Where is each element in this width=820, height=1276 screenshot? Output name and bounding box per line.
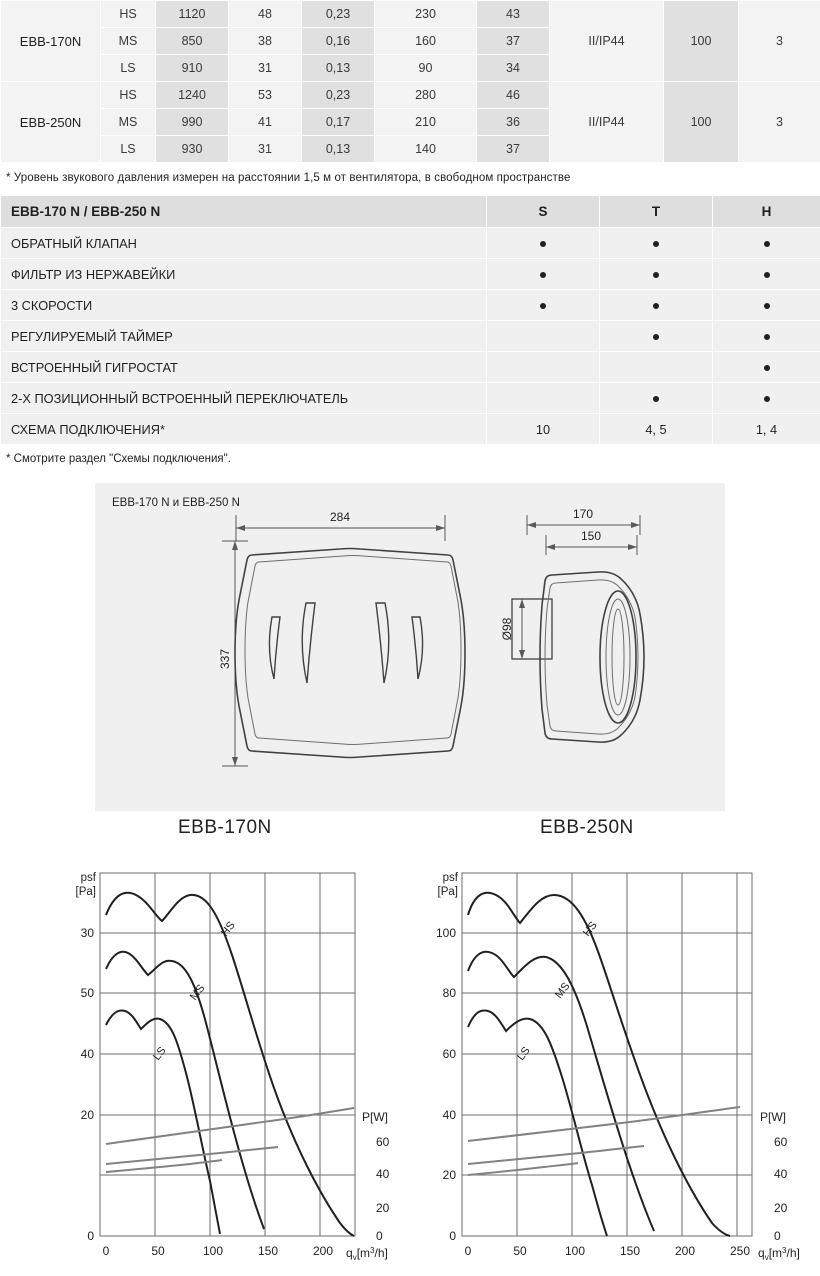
- p-tick: 20: [774, 1201, 788, 1215]
- table-row: [1, 259, 820, 290]
- bullet-dot: [764, 334, 770, 340]
- x-tick: 100: [564, 1244, 586, 1258]
- feature-mark-h: [713, 321, 820, 352]
- cell-noise: 37: [477, 136, 550, 163]
- x-tick: 200: [674, 1244, 696, 1258]
- cell-airflow: 990: [156, 109, 229, 136]
- curve-label-ls: LS: [150, 1044, 169, 1063]
- y-tick: 40: [80, 1047, 94, 1061]
- features-col-s: S: [487, 196, 600, 228]
- feature-label: ОБРАТНЫЙ КЛАПАН: [1, 228, 487, 259]
- bullet-dot: [540, 241, 546, 247]
- cell-noise: 43: [477, 1, 550, 28]
- bullet-dot: [764, 272, 770, 278]
- bullet-dot: [653, 396, 659, 402]
- performance-charts: [0, 851, 820, 1271]
- features-col-t: T: [600, 196, 713, 228]
- x-tick: 150: [619, 1244, 641, 1258]
- cell-airflow: 1120: [156, 1, 229, 28]
- dim-depth-outer-label: 170: [572, 507, 594, 521]
- feature-mark-h: [713, 228, 820, 259]
- bullet-dot: [764, 303, 770, 309]
- chart-title-right: EBB-250N: [540, 817, 634, 838]
- cell-noise: 36: [477, 109, 550, 136]
- p-tick: 40: [376, 1167, 390, 1181]
- x-tick: 0: [102, 1244, 110, 1258]
- feature-label: ВСТРОЕННЫЙ ГИГРОСТАТ: [1, 352, 487, 383]
- cell-power: 53: [229, 82, 302, 109]
- y-tick: 30: [80, 926, 94, 940]
- y-tick: 20: [442, 1168, 456, 1182]
- cell-speed: LS: [101, 136, 156, 163]
- y-tick: 20: [80, 1108, 94, 1122]
- cell-model: EBB-250N: [1, 82, 101, 163]
- cell-rpm: 90: [375, 55, 477, 82]
- feature-mark-t: [600, 228, 713, 259]
- feature-mark-h: [713, 352, 820, 383]
- feature-mark-h: [713, 383, 820, 414]
- cell-power: 31: [229, 136, 302, 163]
- cell-current: 0,23: [302, 82, 375, 109]
- chart-ebb-170n: [10, 851, 410, 1271]
- x-tick: 200: [312, 1244, 334, 1258]
- curve-label-hs: HS: [580, 919, 600, 939]
- feature-value-h: 1, 4: [713, 414, 820, 445]
- cell-protection: II/IP44: [550, 1, 664, 82]
- feature-mark-t: [600, 383, 713, 414]
- feature-label: ФИЛЬТР ИЗ НЕРЖАВЕЙКИ: [1, 259, 487, 290]
- cell-rpm: 280: [375, 82, 477, 109]
- cell-airflow: 930: [156, 136, 229, 163]
- cell-speed: MS: [101, 109, 156, 136]
- cell-phase: 3: [739, 82, 820, 163]
- y-axis-unit: [Pa]: [437, 886, 458, 898]
- y-tick: 0: [449, 1229, 456, 1243]
- cell-power: 41: [229, 109, 302, 136]
- bullet-dot: [764, 365, 770, 371]
- cell-speed: HS: [101, 1, 156, 28]
- cell-current: 0,13: [302, 55, 375, 82]
- feature-mark-s: [487, 352, 600, 383]
- table-row: [1, 321, 820, 352]
- chart-titles: [0, 811, 820, 851]
- features-col-h: H: [713, 196, 820, 228]
- bullet-dot: [653, 272, 659, 278]
- cell-current: 0,16: [302, 28, 375, 55]
- cell-phase: 3: [739, 1, 820, 82]
- feature-label: 2-Х ПОЗИЦИОННЫЙ ВСТРОЕННЫЙ ПЕРЕКЛЮЧАТЕЛЬ: [1, 383, 487, 414]
- y-tick: 0: [87, 1229, 94, 1243]
- y-axis-unit: [Pa]: [75, 886, 96, 898]
- p-tick: 60: [376, 1135, 390, 1149]
- feature-mark-s: [487, 228, 600, 259]
- x-tick: 50: [151, 1244, 165, 1258]
- x-axis-title: $q_v[m^3/h]$: [346, 1246, 388, 1262]
- cell-rpm: 210: [375, 109, 477, 136]
- feature-mark-t: [600, 290, 713, 321]
- cell-rpm: 160: [375, 28, 477, 55]
- cell-airflow: 850: [156, 28, 229, 55]
- cell-current: 0,13: [302, 136, 375, 163]
- table-row: [1, 82, 820, 109]
- table-row: [1, 290, 820, 321]
- feature-mark-t: [600, 259, 713, 290]
- cell-power: 38: [229, 28, 302, 55]
- cell-rpm: 230: [375, 1, 477, 28]
- cell-current: 0,23: [302, 1, 375, 28]
- bullet-dot: [540, 272, 546, 278]
- feature-mark-s: [487, 383, 600, 414]
- specifications-table: [0, 0, 820, 163]
- curve-label-ms: MS: [552, 980, 573, 1001]
- cell-model: EBB-170N: [1, 1, 101, 82]
- footnote-schemes: * Смотрите раздел "Схемы подключения".: [6, 453, 231, 465]
- feature-mark-t: [600, 321, 713, 352]
- y-tick: 100: [435, 926, 456, 940]
- table-row: [1, 1, 820, 28]
- drawing-svg: [0, 483, 820, 811]
- feature-mark-s: [487, 259, 600, 290]
- table-row: [1, 383, 820, 414]
- chart-title-left: EBB-170N: [178, 817, 272, 838]
- drawing-caption: EBB-170 N и EBB-250 N: [112, 497, 240, 509]
- p-tick: 20: [376, 1201, 390, 1215]
- features-table: [0, 195, 820, 445]
- feature-value-s: 10: [487, 414, 600, 445]
- x-tick: 50: [513, 1244, 527, 1258]
- cell-speed: MS: [101, 28, 156, 55]
- chart-ebb-250n: [410, 851, 820, 1271]
- cell-airflow: 1240: [156, 82, 229, 109]
- bullet-dot: [653, 241, 659, 247]
- p-axis-title: P[W]: [760, 1110, 786, 1124]
- bullet-dot: [653, 334, 659, 340]
- y-tick: 40: [442, 1108, 456, 1122]
- cell-power: 48: [229, 1, 302, 28]
- feature-label: СХЕМА ПОДКЛЮЧЕНИЯ*: [1, 414, 487, 445]
- cell-noise: 34: [477, 55, 550, 82]
- dim-depth-inner-label: 150: [580, 529, 602, 543]
- features-header-row: [1, 196, 820, 228]
- x-tick: 150: [257, 1244, 279, 1258]
- dim-width-label: 284: [329, 510, 351, 524]
- feature-mark-s: [487, 321, 600, 352]
- cell-airflow: 910: [156, 55, 229, 82]
- p-tick: 40: [774, 1167, 788, 1181]
- cell-voltage: 100: [664, 82, 739, 163]
- table-row: [1, 414, 820, 445]
- cell-noise: 46: [477, 82, 550, 109]
- cell-power: 31: [229, 55, 302, 82]
- x-axis-title: $q_v[m^3/h]$: [758, 1246, 800, 1262]
- x-tick: 250: [729, 1244, 751, 1258]
- curve-label-hs: HS: [218, 919, 238, 939]
- p-tick: 0: [376, 1229, 383, 1243]
- x-tick: 0: [464, 1244, 472, 1258]
- dim-height-label: 337: [218, 648, 232, 670]
- footnote-sound-pressure: * Уровень звукового давления измерен на расстоянии 1,5 м от вентилятора, в свободном пространстве: [6, 172, 571, 184]
- features-title: EBB-170 N / EBB-250 N: [1, 196, 487, 228]
- bullet-dot: [653, 303, 659, 309]
- cell-speed: LS: [101, 55, 156, 82]
- y-tick: 50: [80, 986, 94, 1000]
- feature-mark-s: [487, 290, 600, 321]
- table-row: [1, 352, 820, 383]
- p-axis-title: P[W]: [362, 1110, 388, 1124]
- dim-duct-label: Ø98: [500, 617, 514, 641]
- feature-mark-h: [713, 290, 820, 321]
- bullet-dot: [764, 396, 770, 402]
- feature-label: 3 СКОРОСТИ: [1, 290, 487, 321]
- y-tick: 60: [442, 1047, 456, 1061]
- y-tick: 80: [442, 986, 456, 1000]
- feature-value-t: 4, 5: [600, 414, 713, 445]
- y-axis-title: psf: [442, 872, 458, 884]
- curve-label-ls: LS: [514, 1044, 533, 1063]
- bullet-dot: [764, 241, 770, 247]
- p-tick: 60: [774, 1135, 788, 1149]
- y-axis-title: psf: [80, 872, 96, 884]
- cell-speed: HS: [101, 82, 156, 109]
- cell-noise: 37: [477, 28, 550, 55]
- table-row: [1, 228, 820, 259]
- p-tick: 0: [774, 1229, 781, 1243]
- cell-current: 0,17: [302, 109, 375, 136]
- cell-voltage: 100: [664, 1, 739, 82]
- feature-label: РЕГУЛИРУЕМЫЙ ТАЙМЕР: [1, 321, 487, 352]
- cell-protection: II/IP44: [550, 82, 664, 163]
- x-tick: 100: [202, 1244, 224, 1258]
- cell-rpm: 140: [375, 136, 477, 163]
- curve-label-ms: MS: [187, 982, 208, 1003]
- dimension-drawing-panel: [0, 483, 820, 811]
- feature-mark-t: [600, 352, 713, 383]
- feature-mark-h: [713, 259, 820, 290]
- bullet-dot: [540, 303, 546, 309]
